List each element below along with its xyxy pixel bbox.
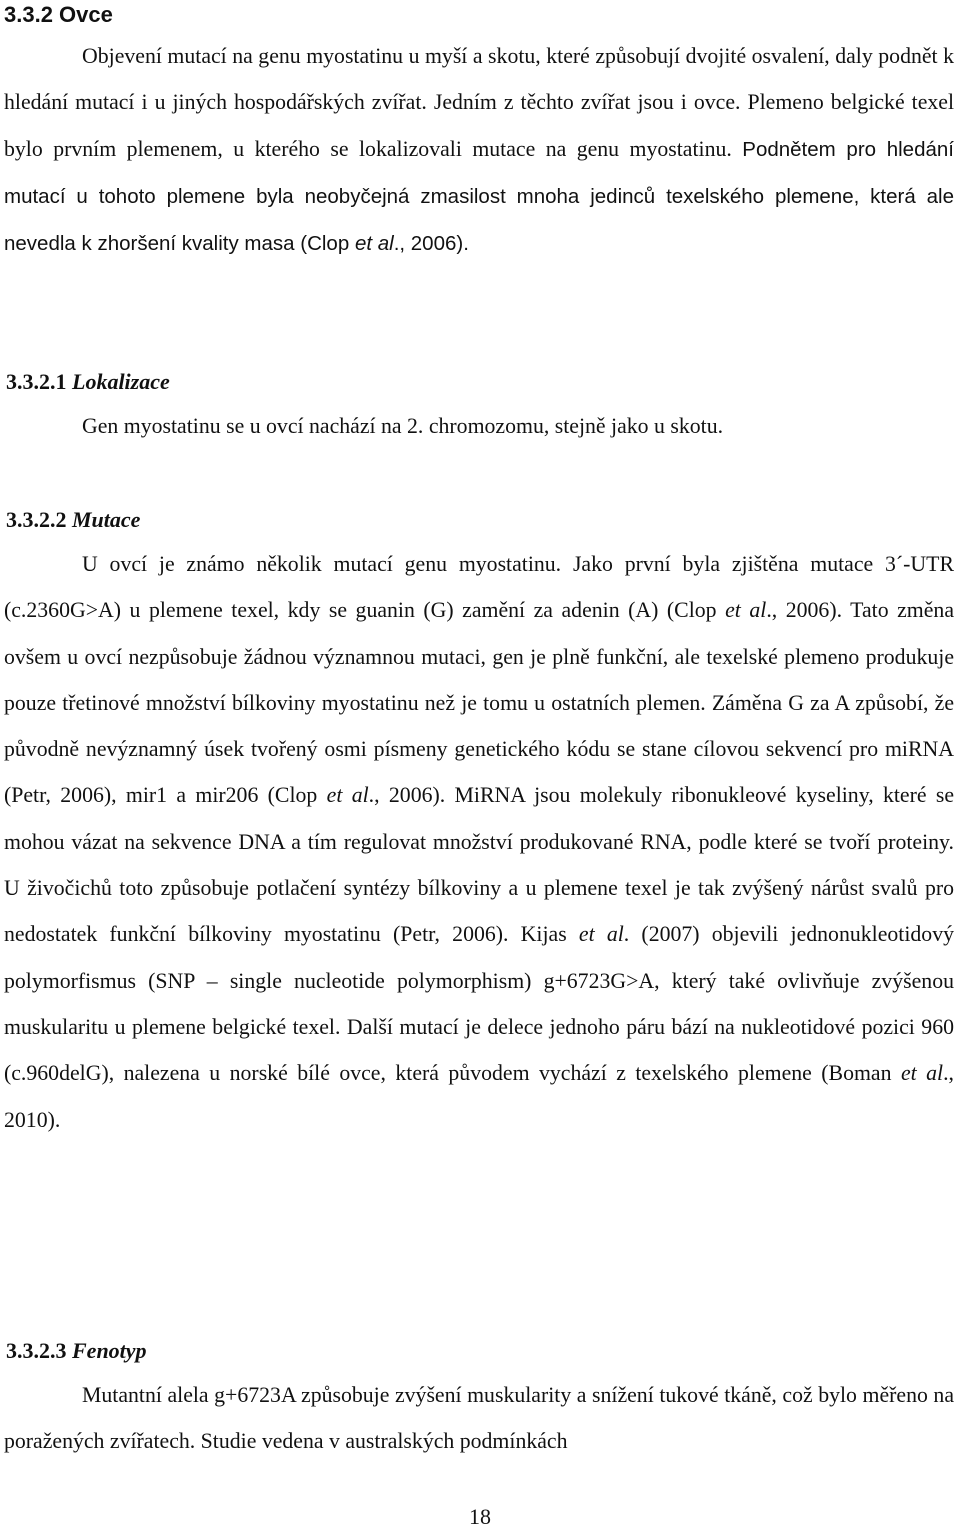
subsection-title: Fenotyp bbox=[72, 1338, 147, 1363]
subsection-heading-fenotyp bbox=[6, 1336, 147, 1366]
et-al-citation: et al bbox=[326, 783, 369, 808]
intro-text-serif: Objevení mutací na genu myostatinu u myší a skotu, které způsobují dvojité osvalení, daly podnět k hledání mutací i u jiných hospodářských zvířat. Jedním z těchto zvířat jsou i ovce. Plemeno belgické texel bylo prvním plemenem, u kterého se lokalizovali mutace na genu myostatinu. bbox=[4, 44, 954, 161]
subsection-title: Lokalizace bbox=[72, 369, 170, 394]
subsection-title: Mutace bbox=[72, 507, 141, 532]
intro-paragraph bbox=[4, 33, 954, 267]
et-al-citation: et al bbox=[578, 922, 624, 947]
fenotyp-paragraph: Mutantní alela g+6723A způsobuje zvýšení muskularity a snížení tukové tkáně, což bylo měřeno na poražených zvířatech. Studie vedena v australských podmínkách bbox=[4, 1383, 954, 1454]
lokalizace-paragraph: Gen myostatinu se u ovcí nachází na 2. chromozomu, stejně jako u skotu. bbox=[82, 414, 724, 438]
subsection-number: 3.3.2.1 bbox=[6, 369, 67, 394]
subsection-heading-lokalizace bbox=[6, 367, 170, 397]
subsection-heading-mutace bbox=[6, 505, 140, 535]
et-al-citation: et al bbox=[354, 232, 394, 256]
intro-text-sans: Podnětem pro hledání mutací u tohoto plemene byla neobyčejná zmasilost mnoha jedinců texelského plemene, která ale nevedla k zhoršení kvality masa (Clop et al., 2006). bbox=[4, 137, 954, 256]
section-heading: 3.3.2 Ovce bbox=[4, 2, 113, 27]
subsection-number: 3.3.2.2 bbox=[6, 507, 67, 532]
page-number: 18 bbox=[469, 1504, 491, 1529]
et-al-citation: et al bbox=[900, 1061, 944, 1086]
et-al-citation: et al bbox=[725, 598, 767, 623]
subsection-number: 3.3.2.3 bbox=[6, 1338, 67, 1363]
mutace-paragraph: U ovcí je známo několik mutací genu myostatinu. Jako první byla zjištěna mutace 3´-UTR (c.2360G>A) u plemene texel, kdy se guanin (G) zamění za adenin (A) (Clop et al., 2006). Tato změna ovšem u ovcí nezpůsobuje žádnou významnou mutaci, gen je plně funkční, ale texelské plemeno produkuje pouze třetinové množství bílkoviny myostatinu než je tomu u ostatních plemen. Záměna G za A způsobí, že původně nevýznamný úsek tvořený osmi písmeny genetického kódu se stane cílovou sekvencí pro miRNA (Petr, 2006), mir1 a mir206 (Clop et al., 2006). MiRNA jsou molekuly ribonukleové kyseliny, které se mohou vázat na sekvence DNA a tím regulovat množství produkované RNA, podle které se tvoří proteiny. U živočichů toto způsobuje potlačení syntézy bílkoviny a u plemene texel je tak zvýšený nárůst svalů pro nedostatek funkční bílkoviny myostatinu (Petr, 2006). Kijas et al. (2007) objevili jednonukleotidový polymorfismus (SNP – single nucleotide polymorphism) g+6723G>A, který také ovlivňuje zvýšenou muskularitu u plemene belgické texel. Další mutací je delece jednoho páru bází na nukleotidové pozici 960 (c.960delG), nalezena u norské bílé ovce, která původem vychází z texelského plemene (Boman et al., 2010). bbox=[4, 552, 955, 1132]
